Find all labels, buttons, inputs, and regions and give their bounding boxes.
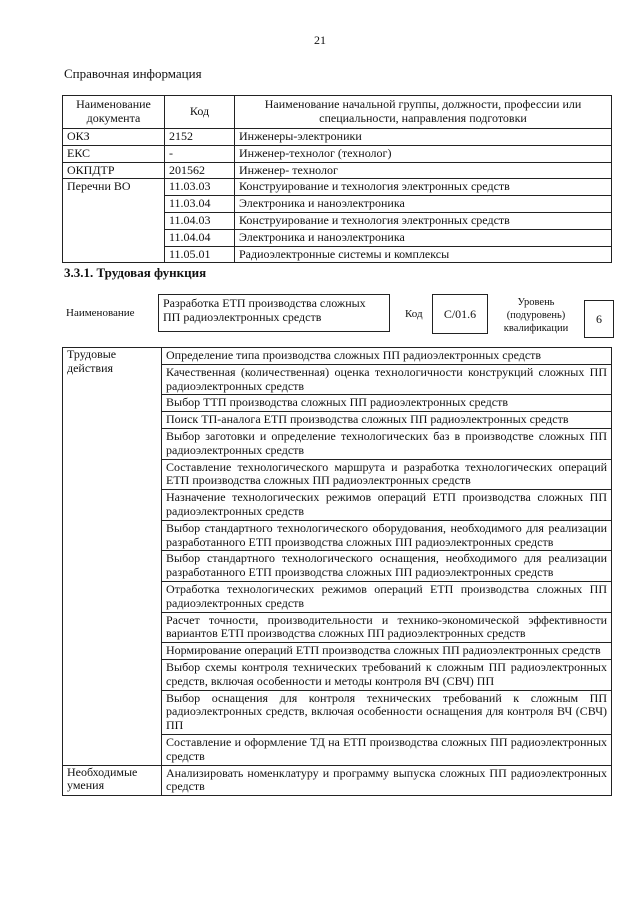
labor-action-item: Поиск ТП-аналога ЕТП производства сложных ПП радиоэлектронных средств [162, 412, 612, 429]
qualification-level-label: Уровень (подуровень) квалификации [503, 297, 569, 335]
ref-doc: ЕКС [63, 145, 165, 162]
labor-action-item: Выбор схемы контроля технических требований к сложным ПП радиоэлектронных средств, включая особенности и методы контроля ВЧ (СВЧ) ПП [162, 659, 612, 690]
function-name-label: Наименование [66, 307, 135, 319]
labor-action-item: Выбор ТТП производства сложных ПП радиоэлектронных средств [162, 395, 612, 412]
labor-action-item: Выбор стандартного технологического оснащения, необходимого для реализации разработанного ЕТП производства сложных ПП радиоэлектронных средств [162, 551, 612, 582]
labor-action-item: Составление и оформление ТД на ЕТП производства сложных ПП радиоэлектронных средств [162, 734, 612, 765]
function-code-value: C/01.6 [432, 294, 488, 334]
labor-function-table [62, 347, 612, 796]
header-description: Наименование начальной группы, должности, профессии или специальности, направления подготовки [235, 96, 612, 129]
labor-action-item: Выбор заготовки и определение технологических баз в производстве сложных ПП радиоэлектронных средств [162, 428, 612, 459]
ref-code: 11.03.04 [165, 196, 235, 213]
ref-code: 11.05.01 [165, 246, 235, 263]
ref-code: 2152 [165, 129, 235, 146]
ref-doc: Перечни ВО [63, 179, 165, 263]
reference-row [63, 145, 612, 162]
ref-desc: Радиоэлектронные системы и комплексы [235, 246, 612, 263]
labor-action-item: Назначение технологических режимов операций ЕТП производства сложных ПП радиоэлектронных средств [162, 490, 612, 521]
qualification-level-value: 6 [584, 300, 614, 338]
section-title: 3.3.1. Трудовая функция [64, 265, 207, 280]
labor-action-item: Выбор оснащения для контроля технических требований к сложным ПП радиоэлектронных средств, включая особенности оснащения для контроля ВЧ (СВЧ) ПП [162, 690, 612, 734]
header-code: Код [165, 96, 235, 129]
skill-item: Анализировать номенклатуру и программу выпуска сложных ПП радиоэлектронных средств [162, 765, 612, 796]
labor-action-item: Нормирование операций ЕТП производства сложных ПП радиоэлектронных средств [162, 643, 612, 660]
reference-table [62, 95, 612, 263]
ref-code: 11.04.03 [165, 212, 235, 229]
reference-row [63, 129, 612, 146]
skill-row [63, 765, 612, 796]
header-document-name: Наименование документа [63, 96, 165, 129]
ref-desc: Инженер-технолог (технолог) [235, 145, 612, 162]
ref-desc: Конструирование и технология электронных средств [235, 212, 612, 229]
reference-row [63, 162, 612, 179]
labor-action-item: Отработка технологических режимов операций ЕТП производства сложных ПП радиоэлектронных средств [162, 581, 612, 612]
labor-action-item: Качественная (количественная) оценка технологичности конструкций сложных ПП радиоэлектронных средств [162, 364, 612, 395]
ref-desc: Электроника и наноэлектроника [235, 229, 612, 246]
reference-header-row [63, 96, 612, 129]
labor-action-item: Определение типа производства сложных ПП радиоэлектронных средств [162, 348, 612, 365]
ref-doc: ОКПДТР [63, 162, 165, 179]
reference-row [63, 179, 612, 196]
page-number: 21 [314, 33, 326, 47]
labor-action-item: Выбор стандартного технологического оборудования, необходимого для реализации разработанного ЕТП производства сложных ПП радиоэлектронных средств [162, 520, 612, 551]
ref-code: 201562 [165, 162, 235, 179]
function-code-label: Код [405, 308, 423, 320]
ref-code: 11.04.04 [165, 229, 235, 246]
reference-title: Справочная информация [64, 66, 202, 81]
ref-desc: Инженеры-электроники [235, 129, 612, 146]
labor-action-item: Расчет точности, производительности и технико-экономической эффективности вариантов ЕТП производства сложных ПП радиоэлектронных средств [162, 612, 612, 643]
ref-desc: Электроника и наноэлектроника [235, 196, 612, 213]
function-name-value: Разработка ЕТП производства сложных ПП радиоэлектронных средств [158, 294, 390, 332]
necessary-skills-label: Необходимые умения [63, 765, 162, 796]
labor-action-row [63, 348, 612, 365]
labor-action-item: Составление технологического маршрута и разработка технологических операций ЕТП производства сложных ПП радиоэлектронных средств [162, 459, 612, 490]
ref-desc: Инженер- технолог [235, 162, 612, 179]
labor-actions-label: Трудовые действия [63, 348, 162, 766]
ref-doc: ОКЗ [63, 129, 165, 146]
ref-code: - [165, 145, 235, 162]
ref-desc: Конструирование и технология электронных средств [235, 179, 612, 196]
ref-code: 11.03.03 [165, 179, 235, 196]
